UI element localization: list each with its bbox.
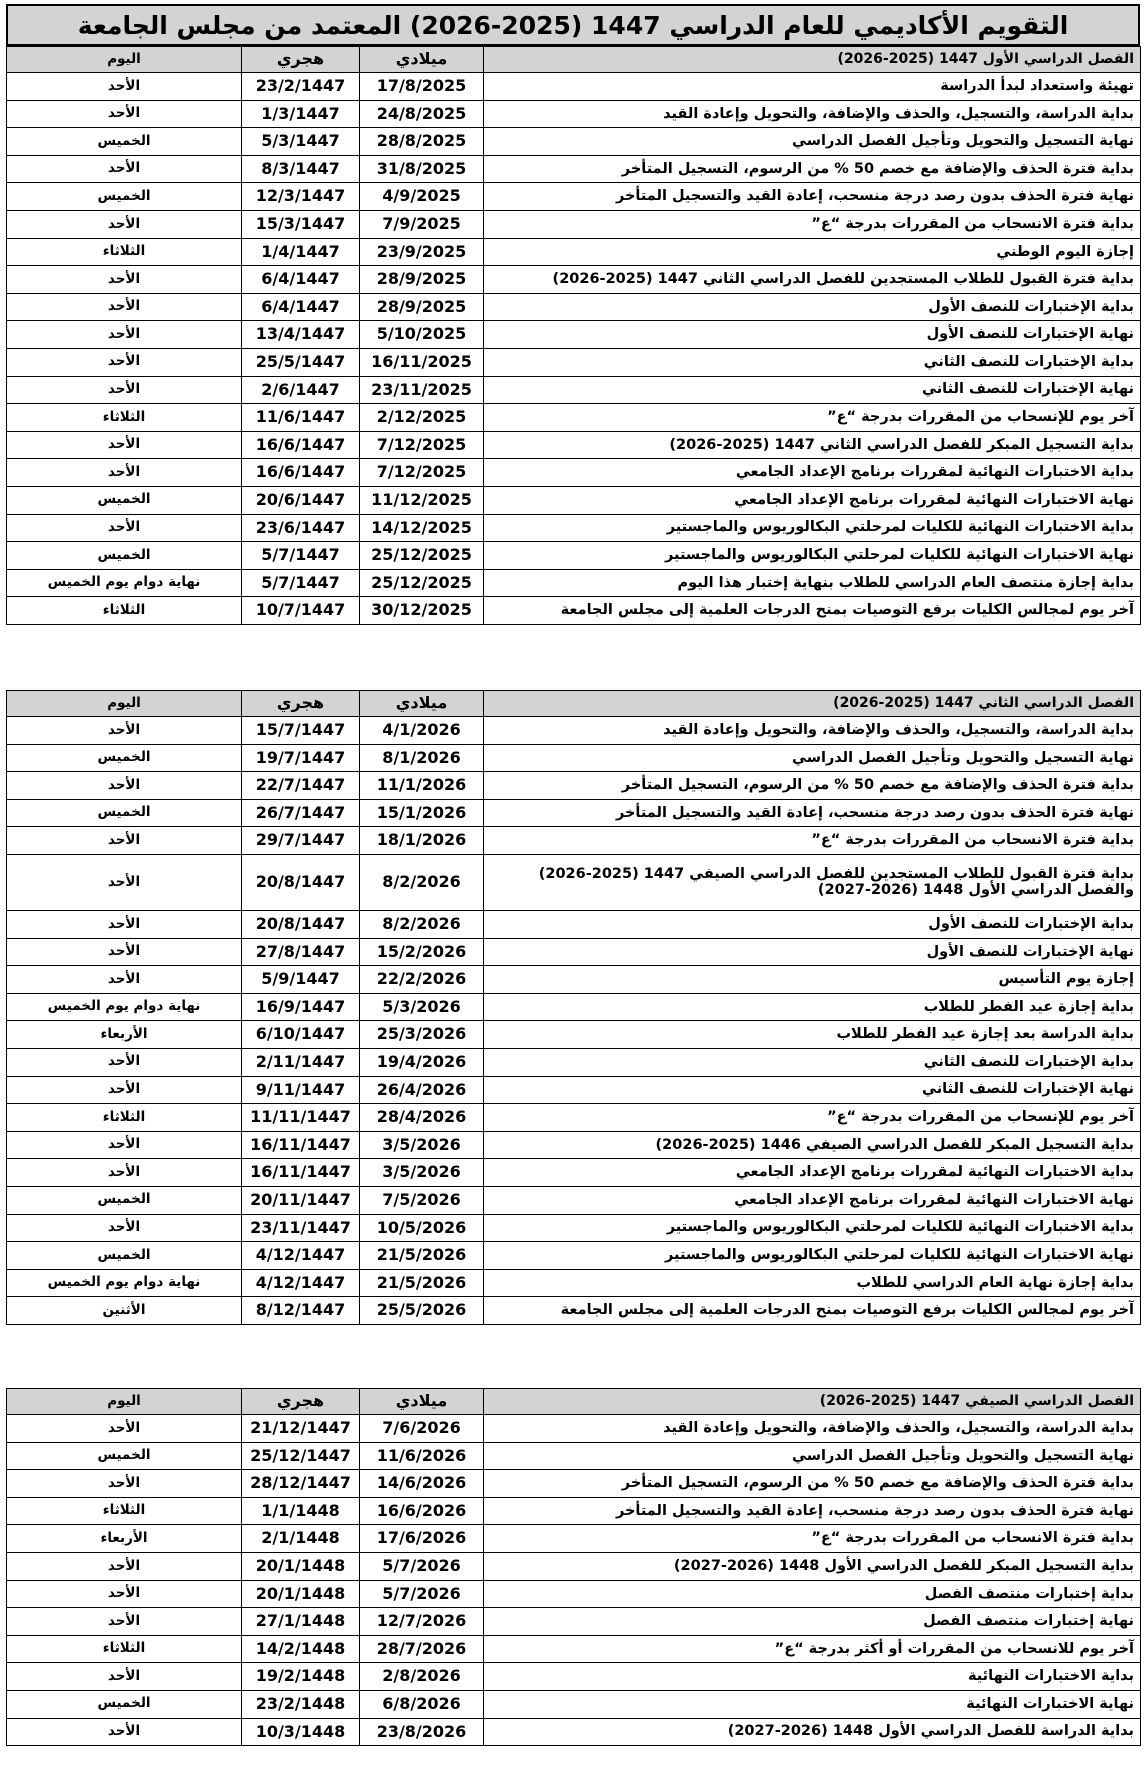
hijri-date-cell: 6/4/1447: [242, 266, 360, 294]
day-cell: نهاية دوام يوم الخميس: [7, 569, 242, 597]
hijri-date-cell: 9/11/1447: [242, 1076, 360, 1104]
event-cell: بداية التسجيل المبكر للفصل الدراسي الأول 1448 (2026-2027): [484, 1552, 1141, 1580]
day-header: اليوم: [7, 691, 242, 717]
table-row: [7, 569, 1141, 597]
gregorian-date-cell: 28/9/2025: [360, 266, 484, 294]
day-cell: الأحد: [7, 459, 242, 487]
hijri-date-cell: 29/7/1447: [242, 827, 360, 855]
day-cell: الأحد: [7, 321, 242, 349]
hijri-date-cell: 11/11/1447: [242, 1104, 360, 1132]
hijri-date-cell: 19/2/1448: [242, 1663, 360, 1691]
hijri-date-cell: 2/6/1447: [242, 376, 360, 404]
table-row: [7, 1186, 1141, 1214]
table-row: [7, 128, 1141, 156]
gregorian-date-cell: 16/6/2026: [360, 1497, 484, 1525]
table-row: [7, 1470, 1141, 1498]
day-cell: الأحد: [7, 1608, 242, 1636]
gregorian-date-cell: 14/6/2026: [360, 1470, 484, 1498]
day-cell: الأحد: [7, 966, 242, 994]
gregorian-date-cell: 10/5/2026: [360, 1214, 484, 1242]
table-row: [7, 1297, 1141, 1325]
day-cell: الأربعاء: [7, 1525, 242, 1553]
event-cell: بداية فترة الحذف والإضافة مع خصم 50 % من الرسوم، التسجيل المتأخر: [484, 1470, 1141, 1498]
event-cell: بداية إجازة عيد الفطر للطلاب: [484, 993, 1141, 1021]
gregorian-date-cell: 21/5/2026: [360, 1269, 484, 1297]
hijri-date-cell: 20/1/1448: [242, 1552, 360, 1580]
table-row: [7, 1269, 1141, 1297]
hijri-date-cell: 20/1/1448: [242, 1580, 360, 1608]
hijri-date-cell: 23/2/1447: [242, 73, 360, 101]
table-row: [7, 1214, 1141, 1242]
day-cell: الأحد: [7, 431, 242, 459]
gregorian-date-cell: 5/7/2026: [360, 1580, 484, 1608]
gregorian-date-cell: 16/11/2025: [360, 348, 484, 376]
hijri-date-cell: 16/6/1447: [242, 459, 360, 487]
hijri-date-cell: 27/1/1448: [242, 1608, 360, 1636]
table-row: [7, 293, 1141, 321]
event-cell: بداية الدراسة بعد إجازة عيد الفطر للطلاب: [484, 1021, 1141, 1049]
gregorian-header: ميلادي: [360, 47, 484, 73]
day-cell: الأحد: [7, 910, 242, 938]
day-cell: الأربعاء: [7, 1021, 242, 1049]
gregorian-date-cell: 25/5/2026: [360, 1297, 484, 1325]
table-row: [7, 854, 1141, 910]
table-row: [7, 1048, 1141, 1076]
table-header-row: [7, 1389, 1141, 1415]
gregorian-date-cell: 5/10/2025: [360, 321, 484, 349]
hijri-date-cell: 20/6/1447: [242, 486, 360, 514]
hijri-date-cell: 1/1/1448: [242, 1497, 360, 1525]
day-cell: الأحد: [7, 1415, 242, 1443]
table-row: [7, 1497, 1141, 1525]
table-row: [7, 1552, 1141, 1580]
table-row: [7, 1076, 1141, 1104]
event-cell: آخر يوم للإنسحاب من المقررات بدرجة “ع”: [484, 404, 1141, 432]
gregorian-date-cell: 25/12/2025: [360, 569, 484, 597]
hijri-date-cell: 2/11/1447: [242, 1048, 360, 1076]
gregorian-date-cell: 28/7/2026: [360, 1635, 484, 1663]
gregorian-date-cell: 17/6/2026: [360, 1525, 484, 1553]
day-cell: الأحد: [7, 514, 242, 542]
table-row: [7, 1021, 1141, 1049]
hijri-date-cell: 2/1/1448: [242, 1525, 360, 1553]
event-cell: بداية فترة القبول للطلاب المستجدين للفصل الدراسي الصيفي 1447 (2025-2026) والفصل الدراسي الأول 1448 (2026-2027): [484, 854, 1141, 910]
day-cell: الخميس: [7, 1242, 242, 1270]
hijri-date-cell: 20/11/1447: [242, 1186, 360, 1214]
event-cell: نهاية الاختبارات النهائية لمقررات برنامج الإعداد الجامعي: [484, 486, 1141, 514]
event-cell: بداية الإختبارات للنصف الثاني: [484, 348, 1141, 376]
gregorian-date-cell: 28/9/2025: [360, 293, 484, 321]
gregorian-date-cell: 2/8/2026: [360, 1663, 484, 1691]
event-cell: بداية الاختبارات النهائية للكليات لمرحلتي البكالوريوس والماجستير: [484, 514, 1141, 542]
gregorian-date-cell: 5/3/2026: [360, 993, 484, 1021]
gregorian-date-cell: 23/9/2025: [360, 238, 484, 266]
gregorian-date-cell: 3/5/2026: [360, 1131, 484, 1159]
hijri-date-cell: 4/12/1447: [242, 1242, 360, 1270]
event-cell: نهاية الاختبارات النهائية: [484, 1690, 1141, 1718]
gregorian-date-cell: 7/12/2025: [360, 431, 484, 459]
semester-title: الفصل الدراسي الصيفي 1447 (2025-2026): [484, 1389, 1141, 1415]
first-semester-table: [6, 46, 1141, 625]
day-cell: الثلاثاء: [7, 238, 242, 266]
gregorian-date-cell: 19/4/2026: [360, 1048, 484, 1076]
hijri-date-cell: 5/9/1447: [242, 966, 360, 994]
table-row: [7, 1159, 1141, 1187]
event-cell: نهاية الإختبارات للنصف الثاني: [484, 1076, 1141, 1104]
gregorian-date-cell: 15/2/2026: [360, 938, 484, 966]
event-cell: بداية الإختبارات للنصف الأول: [484, 910, 1141, 938]
event-cell: بداية الدراسة، والتسجيل، والحذف والإضافة، والتحويل وإعادة القيد: [484, 100, 1141, 128]
day-cell: الخميس: [7, 1442, 242, 1470]
hijri-date-cell: 26/7/1447: [242, 799, 360, 827]
hijri-date-cell: 23/11/1447: [242, 1214, 360, 1242]
table-row: [7, 321, 1141, 349]
table-row: [7, 73, 1141, 101]
hijri-date-cell: 23/6/1447: [242, 514, 360, 542]
day-cell: الأحد: [7, 1076, 242, 1104]
gregorian-date-cell: 6/8/2026: [360, 1690, 484, 1718]
day-cell: الثلاثاء: [7, 1497, 242, 1525]
event-cell: بداية التسجيل المبكر للفصل الدراسي الصيفي 1446 (2025-2026): [484, 1131, 1141, 1159]
gregorian-date-cell: 31/8/2025: [360, 155, 484, 183]
hijri-date-cell: 21/12/1447: [242, 1415, 360, 1443]
day-cell: الأحد: [7, 938, 242, 966]
table-row: [7, 744, 1141, 772]
table-row: [7, 772, 1141, 800]
gregorian-date-cell: 11/1/2026: [360, 772, 484, 800]
day-cell: الأحد: [7, 1214, 242, 1242]
table-row: [7, 993, 1141, 1021]
event-cell: بداية فترة الانسحاب من المقررات بدرجة “ع”: [484, 827, 1141, 855]
event-cell: بداية الدراسة، والتسجيل، والحذف والإضافة، والتحويل وإعادة القيد: [484, 1415, 1141, 1443]
gregorian-date-cell: 25/3/2026: [360, 1021, 484, 1049]
table-row: [7, 542, 1141, 570]
event-cell: إجازة يوم التأسيس: [484, 966, 1141, 994]
day-cell: الأحد: [7, 155, 242, 183]
event-cell: آخر يوم للإنسحاب من المقررات بدرجة “ع”: [484, 1104, 1141, 1132]
hijri-date-cell: 16/11/1447: [242, 1159, 360, 1187]
hijri-date-cell: 10/3/1448: [242, 1718, 360, 1746]
table-row: [7, 238, 1141, 266]
gregorian-date-cell: 30/12/2025: [360, 597, 484, 625]
gregorian-date-cell: 26/4/2026: [360, 1076, 484, 1104]
gregorian-date-cell: 7/6/2026: [360, 1415, 484, 1443]
hijri-date-cell: 5/7/1447: [242, 569, 360, 597]
table-row: [7, 266, 1141, 294]
day-cell: الثلاثاء: [7, 1635, 242, 1663]
table-header-row: [7, 47, 1141, 73]
gregorian-date-cell: 12/7/2026: [360, 1608, 484, 1636]
gregorian-date-cell: 4/1/2026: [360, 717, 484, 745]
day-cell: الخميس: [7, 486, 242, 514]
day-cell: الخميس: [7, 128, 242, 156]
hijri-date-cell: 5/7/1447: [242, 542, 360, 570]
event-cell: آخر يوم لمجالس الكليات برفع التوصيات بمنح الدرجات العلمية إلى مجلس الجامعة: [484, 1297, 1141, 1325]
page-title: التقويم الأكاديمي للعام الدراسي 1447 (2025-2026) المعتمد من مجلس الجامعة: [6, 4, 1140, 46]
table-row: [7, 431, 1141, 459]
event-cell: نهاية فترة الحذف بدون رصد درجة منسحب، إعادة القيد والتسجيل المتأخر: [484, 183, 1141, 211]
table-row: [7, 1718, 1141, 1746]
hijri-date-cell: 11/6/1447: [242, 404, 360, 432]
event-cell: تهيئة واستعداد لبدأ الدراسة: [484, 73, 1141, 101]
hijri-date-cell: 4/12/1447: [242, 1269, 360, 1297]
day-cell: الأحد: [7, 1718, 242, 1746]
table-row: [7, 1104, 1141, 1132]
gregorian-date-cell: 23/8/2026: [360, 1718, 484, 1746]
table-row: [7, 966, 1141, 994]
day-cell: الأحد: [7, 376, 242, 404]
day-cell: الأحد: [7, 348, 242, 376]
gregorian-header: ميلادي: [360, 691, 484, 717]
day-cell: الأحد: [7, 1470, 242, 1498]
semester-title: الفصل الدراسي الثاني 1447 (2025-2026): [484, 691, 1141, 717]
table-row: [7, 1580, 1141, 1608]
event-cell: آخر يوم لمجالس الكليات برفع التوصيات بمنح الدرجات العلمية إلى مجلس الجامعة: [484, 597, 1141, 625]
gregorian-date-cell: 21/5/2026: [360, 1242, 484, 1270]
event-cell: بداية الإختبارات للنصف الثاني: [484, 1048, 1141, 1076]
gregorian-date-cell: 28/4/2026: [360, 1104, 484, 1132]
gregorian-date-cell: 15/1/2026: [360, 799, 484, 827]
gregorian-date-cell: 8/2/2026: [360, 854, 484, 910]
event-cell: بداية فترة الحذف والإضافة مع خصم 50 % من الرسوم، التسجيل المتأخر: [484, 772, 1141, 800]
table-row: [7, 1663, 1141, 1691]
day-cell: الأحد: [7, 717, 242, 745]
table-row: [7, 348, 1141, 376]
event-cell: نهاية الاختبارات النهائية للكليات لمرحلتي البكالوريوس والماجستير: [484, 1242, 1141, 1270]
event-cell: بداية فترة القبول للطلاب المستجدين للفصل الدراسي الثاني 1447 (2025-2026): [484, 266, 1141, 294]
table-row: [7, 1690, 1141, 1718]
table-row: [7, 1242, 1141, 1270]
event-cell: نهاية الإختبارات للنصف الأول: [484, 938, 1141, 966]
day-cell: الأحد: [7, 210, 242, 238]
hijri-date-cell: 6/10/1447: [242, 1021, 360, 1049]
event-cell: بداية الدراسة، والتسجيل، والحذف والإضافة، والتحويل وإعادة القيد: [484, 717, 1141, 745]
event-cell: نهاية التسجيل والتحويل وتأجيل الفصل الدراسي: [484, 128, 1141, 156]
day-cell: الأحد: [7, 73, 242, 101]
event-cell: نهاية فترة الحذف بدون رصد درجة منسحب، إعادة القيد والتسجيل المتأخر: [484, 1497, 1141, 1525]
gregorian-date-cell: 14/12/2025: [360, 514, 484, 542]
day-cell: الأثنين: [7, 1297, 242, 1325]
table-row: [7, 938, 1141, 966]
event-cell: بداية إجازة منتصف العام الدراسي للطلاب بنهاية إختبار هذا اليوم: [484, 569, 1141, 597]
event-cell: بداية فترة الانسحاب من المقررات بدرجة “ع”: [484, 210, 1141, 238]
hijri-date-cell: 14/2/1448: [242, 1635, 360, 1663]
table-row: [7, 827, 1141, 855]
day-cell: الخميس: [7, 1690, 242, 1718]
hijri-date-cell: 15/3/1447: [242, 210, 360, 238]
day-cell: الخميس: [7, 1186, 242, 1214]
event-cell: آخر يوم للانسحاب من المقررات أو أكثر بدرجة “ع”: [484, 1635, 1141, 1663]
day-cell: الأحد: [7, 1159, 242, 1187]
event-cell: بداية التسجيل المبكر للفصل الدراسي الثاني 1447 (2025-2026): [484, 431, 1141, 459]
table-row: [7, 1131, 1141, 1159]
day-cell: الخميس: [7, 183, 242, 211]
event-cell: بداية الاختبارات النهائية: [484, 1663, 1141, 1691]
table-header-row: [7, 691, 1141, 717]
hijri-header: هجري: [242, 691, 360, 717]
hijri-date-cell: 5/3/1447: [242, 128, 360, 156]
table-row: [7, 1635, 1141, 1663]
gregorian-date-cell: 3/5/2026: [360, 1159, 484, 1187]
day-cell: الأحد: [7, 854, 242, 910]
table-row: [7, 155, 1141, 183]
table-row: [7, 183, 1141, 211]
gregorian-header: ميلادي: [360, 1389, 484, 1415]
gregorian-date-cell: 28/8/2025: [360, 128, 484, 156]
hijri-date-cell: 8/12/1447: [242, 1297, 360, 1325]
gregorian-date-cell: 2/12/2025: [360, 404, 484, 432]
gregorian-date-cell: 4/9/2025: [360, 183, 484, 211]
gregorian-date-cell: 18/1/2026: [360, 827, 484, 855]
hijri-date-cell: 16/11/1447: [242, 1131, 360, 1159]
day-cell: الأحد: [7, 1131, 242, 1159]
gregorian-date-cell: 24/8/2025: [360, 100, 484, 128]
day-cell: الثلاثاء: [7, 597, 242, 625]
table-row: [7, 514, 1141, 542]
table-row: [7, 404, 1141, 432]
hijri-date-cell: 20/8/1447: [242, 910, 360, 938]
day-cell: الأحد: [7, 1552, 242, 1580]
event-cell: نهاية التسجيل والتحويل وتأجيل الفصل الدراسي: [484, 1442, 1141, 1470]
day-cell: نهاية دوام يوم الخميس: [7, 1269, 242, 1297]
event-cell: نهاية الإختبارات للنصف الثاني: [484, 376, 1141, 404]
event-cell: بداية الاختبارات النهائية لمقررات برنامج الإعداد الجامعي: [484, 459, 1141, 487]
event-cell: نهاية التسجيل والتحويل وتأجيل الفصل الدراسي: [484, 744, 1141, 772]
hijri-date-cell: 20/8/1447: [242, 854, 360, 910]
hijri-date-cell: 6/4/1447: [242, 293, 360, 321]
day-cell: الخميس: [7, 799, 242, 827]
day-cell: الثلاثاء: [7, 1104, 242, 1132]
second-semester-table: [6, 690, 1141, 1325]
gregorian-date-cell: 11/6/2026: [360, 1442, 484, 1470]
hijri-header: هجري: [242, 1389, 360, 1415]
table-row: [7, 910, 1141, 938]
gregorian-date-cell: 7/5/2026: [360, 1186, 484, 1214]
day-cell: الخميس: [7, 744, 242, 772]
table-row: [7, 1608, 1141, 1636]
table-row: [7, 799, 1141, 827]
gregorian-date-cell: 8/2/2026: [360, 910, 484, 938]
hijri-date-cell: 1/3/1447: [242, 100, 360, 128]
hijri-date-cell: 16/6/1447: [242, 431, 360, 459]
day-header: اليوم: [7, 47, 242, 73]
day-cell: الأحد: [7, 266, 242, 294]
event-cell: بداية إختبارات منتصف الفصل: [484, 1580, 1141, 1608]
day-cell: الخميس: [7, 542, 242, 570]
day-cell: الأحد: [7, 293, 242, 321]
event-cell: بداية الاختبارات النهائية لمقررات برنامج الإعداد الجامعي: [484, 1159, 1141, 1187]
gregorian-date-cell: 17/8/2025: [360, 73, 484, 101]
event-cell: بداية فترة الحذف والإضافة مع خصم 50 % من الرسوم، التسجيل المتأخر: [484, 155, 1141, 183]
table-row: [7, 210, 1141, 238]
gregorian-date-cell: 7/9/2025: [360, 210, 484, 238]
event-cell: بداية الإختبارات للنصف الأول: [484, 293, 1141, 321]
table-row: [7, 1415, 1141, 1443]
hijri-header: هجري: [242, 47, 360, 73]
semester-title: الفصل الدراسي الأول 1447 (2025-2026): [484, 47, 1141, 73]
table-row: [7, 459, 1141, 487]
event-cell: نهاية الإختبارات للنصف الأول: [484, 321, 1141, 349]
hijri-date-cell: 27/8/1447: [242, 938, 360, 966]
table-row: [7, 1442, 1141, 1470]
hijri-date-cell: 15/7/1447: [242, 717, 360, 745]
day-cell: الثلاثاء: [7, 404, 242, 432]
table-row: [7, 376, 1141, 404]
gregorian-date-cell: 5/7/2026: [360, 1552, 484, 1580]
hijri-date-cell: 28/12/1447: [242, 1470, 360, 1498]
event-cell: نهاية الاختبارات النهائية لمقررات برنامج الإعداد الجامعي: [484, 1186, 1141, 1214]
gregorian-date-cell: 11/12/2025: [360, 486, 484, 514]
day-cell: الأحد: [7, 1663, 242, 1691]
event-cell: نهاية إختبارات منتصف الفصل: [484, 1608, 1141, 1636]
event-cell: بداية فترة الانسحاب من المقررات بدرجة “ع”: [484, 1525, 1141, 1553]
event-cell: بداية الدراسة للفصل الدراسي الأول 1448 (2026-2027): [484, 1718, 1141, 1746]
event-cell: إجازة اليوم الوطني: [484, 238, 1141, 266]
event-cell: نهاية فترة الحذف بدون رصد درجة منسحب، إعادة القيد والتسجيل المتأخر: [484, 799, 1141, 827]
event-cell: بداية إجازة نهاية العام الدراسي للطلاب: [484, 1269, 1141, 1297]
gregorian-date-cell: 22/2/2026: [360, 966, 484, 994]
day-cell: نهاية دوام يوم الخميس: [7, 993, 242, 1021]
day-cell: الأحد: [7, 827, 242, 855]
summer-semester-table: [6, 1388, 1141, 1746]
hijri-date-cell: 23/2/1448: [242, 1690, 360, 1718]
gregorian-date-cell: 25/12/2025: [360, 542, 484, 570]
hijri-date-cell: 1/4/1447: [242, 238, 360, 266]
hijri-date-cell: 22/7/1447: [242, 772, 360, 800]
hijri-date-cell: 25/12/1447: [242, 1442, 360, 1470]
hijri-date-cell: 12/3/1447: [242, 183, 360, 211]
day-cell: الأحد: [7, 100, 242, 128]
gregorian-date-cell: 23/11/2025: [360, 376, 484, 404]
day-cell: الأحد: [7, 772, 242, 800]
event-cell: بداية الاختبارات النهائية للكليات لمرحلتي البكالوريوس والماجستير: [484, 1214, 1141, 1242]
event-cell: نهاية الاختبارات النهائية للكليات لمرحلتي البكالوريوس والماجستير: [484, 542, 1141, 570]
hijri-date-cell: 13/4/1447: [242, 321, 360, 349]
day-header: اليوم: [7, 1389, 242, 1415]
table-row: [7, 717, 1141, 745]
hijri-date-cell: 10/7/1447: [242, 597, 360, 625]
hijri-date-cell: 16/9/1447: [242, 993, 360, 1021]
day-cell: الأحد: [7, 1048, 242, 1076]
table-row: [7, 486, 1141, 514]
table-row: [7, 597, 1141, 625]
gregorian-date-cell: 7/12/2025: [360, 459, 484, 487]
hijri-date-cell: 8/3/1447: [242, 155, 360, 183]
table-row: [7, 1525, 1141, 1553]
gregorian-date-cell: 8/1/2026: [360, 744, 484, 772]
table-row: [7, 100, 1141, 128]
hijri-date-cell: 19/7/1447: [242, 744, 360, 772]
day-cell: الأحد: [7, 1580, 242, 1608]
hijri-date-cell: 25/5/1447: [242, 348, 360, 376]
